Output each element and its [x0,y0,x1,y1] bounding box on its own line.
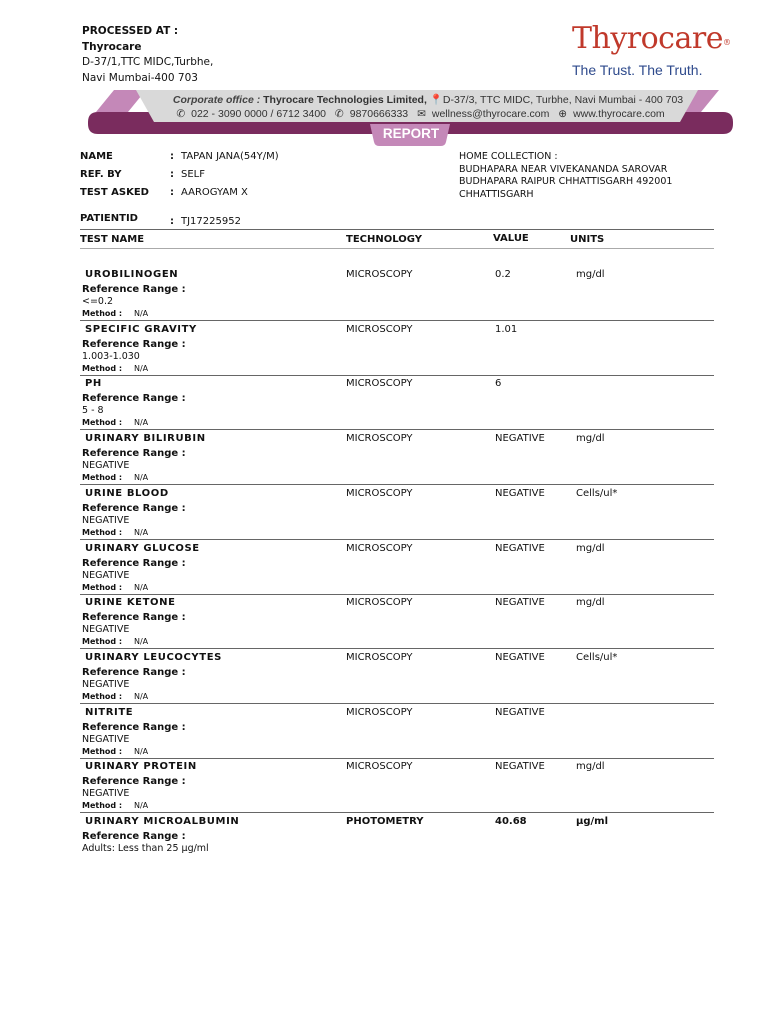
technology: MICROSCOPY [346,378,413,389]
col-header-value: VALUE [493,233,529,244]
reference-range-label: Reference Range : [82,722,186,733]
result-unit: mg/dl [576,269,605,280]
reference-range-label: Reference Range : [82,776,186,787]
name-label: NAME [80,151,113,162]
row-separator [80,320,714,321]
test-name: URINARY GLUCOSE [85,543,200,554]
method-value: N/A [134,473,149,482]
test-name: PH [85,378,102,389]
result-value: NEGATIVE [495,761,545,772]
table-row [0,269,768,323]
globe-icon: ⊕ [558,108,568,120]
method-label: Method : [82,692,123,701]
row-separator [80,539,714,540]
result-unit: mg/dl [576,597,605,608]
processing-lab-name: Thyrocare [82,40,142,53]
test-name: URINARY LEUCOCYTES [85,652,222,663]
company-name: Thyrocare Technologies Limited, [263,94,427,106]
method-label: Method : [82,473,123,482]
corporate-address: D-37/3, TTC MIDC, Turbhe, Navi Mumbai - 400 703 [442,94,684,106]
result-value: 6 [495,378,502,389]
processing-lab-address-line1: D-37/1,TTC MIDC,Turbhe, [82,56,214,68]
technology: MICROSCOPY [346,652,413,663]
technology: MICROSCOPY [346,543,413,554]
whatsapp-icon: ✆ [334,108,344,120]
reference-range-label: Reference Range : [82,667,186,678]
reference-range-value: 1.003-1.030 [82,351,140,362]
reference-range-label: Reference Range : [82,558,186,569]
logo-wordmark: Thyrocare [572,21,723,56]
corporate-office-label: Corporate office : [172,94,261,106]
test-name: UROBILINOGEN [85,269,179,280]
method-label: Method : [82,747,123,756]
corporate-banner [88,86,733,148]
home-collection-line3: CHHATTISGARH [459,188,534,200]
reference-range-value: NEGATIVE [82,460,130,471]
method-value: N/A [134,583,149,592]
table-row [0,488,768,542]
reference-range-label: Reference Range : [82,284,186,295]
reference-range-value: 5 - 8 [82,405,104,416]
row-separator [80,484,714,485]
ref-by-colon: : [170,169,174,180]
ref-by-label: REF. BY [80,169,122,180]
test-name: SPECIFIC GRAVITY [85,324,197,335]
technology: MICROSCOPY [346,433,413,444]
table-row [0,543,768,597]
phone-number: 022 - 3090 0000 / 6712 3400 [191,108,326,120]
technology: MICROSCOPY [346,707,413,718]
result-value: NEGATIVE [495,652,545,663]
table-row [0,324,768,378]
home-collection-label: HOME COLLECTION : [459,151,558,162]
logo-tagline: The Trust. The Truth. [572,62,703,78]
technology: MICROSCOPY [346,488,413,499]
processed-at-label: PROCESSED AT : [82,25,179,37]
table-row [0,707,768,761]
row-separator [80,758,714,759]
result-value: NEGATIVE [495,707,545,718]
processing-lab-address-line2: Navi Mumbai-400 703 [82,71,198,84]
table-row [0,378,768,432]
method-value: N/A [134,418,149,427]
contact-line [88,108,733,120]
reference-range-label: Reference Range : [82,448,186,459]
home-collection-line2: BUDHAPARA RAIPUR CHHATTISGARH 492001 [459,176,673,187]
patient-id-value: TJ17225952 [181,216,241,227]
result-unit: Cells/ul* [576,652,618,663]
method-label: Method : [82,364,123,373]
test-name: URINARY BILIRUBIN [85,433,206,444]
technology: PHOTOMETRY [346,816,424,827]
table-row [0,816,768,870]
method-value: N/A [134,801,149,810]
reference-range-label: Reference Range : [82,612,186,623]
name-colon: : [170,151,174,162]
col-header-units: UNITS [570,234,605,245]
method-value: N/A [134,747,149,756]
reference-range-label: Reference Range : [82,339,186,350]
email-address: wellness@thyrocare.com [431,108,550,120]
method-label: Method : [82,418,123,427]
result-value: NEGATIVE [495,597,545,608]
method-value: N/A [134,692,149,701]
reference-range-value: NEGATIVE [82,570,130,581]
reference-range-label: Reference Range : [82,393,186,404]
result-value: 40.68 [495,816,527,827]
patient-name: TAPAN JANA(54Y/M) [181,151,279,162]
method-value: N/A [134,364,149,373]
technology: MICROSCOPY [346,269,413,280]
table-row [0,652,768,706]
method-value: N/A [134,637,149,646]
test-asked-colon: : [170,187,174,198]
row-separator [80,429,714,430]
table-row [0,761,768,815]
test-name: URINARY PROTEIN [85,761,197,772]
test-asked-label: TEST ASKED [80,187,149,198]
result-unit: mg/dl [576,433,605,444]
technology: MICROSCOPY [346,761,413,772]
table-header-rule [80,248,714,249]
corporate-address-line [88,93,733,106]
result-unit: mg/dl [576,761,605,772]
reference-range-value: NEGATIVE [82,679,130,690]
patient-id-label: PATIENTID [80,213,138,224]
row-separator [80,648,714,649]
reference-range-value: NEGATIVE [82,515,130,526]
test-asked-value: AAROGYAM X [181,187,248,198]
thyrocare-logo [572,21,731,78]
row-separator [80,375,714,376]
email-icon: ✉ [417,108,426,120]
result-value: NEGATIVE [495,543,545,554]
method-label: Method : [82,309,123,318]
processed-at-block [82,24,213,86]
registered-mark: ® [722,38,731,47]
test-name: URINARY MICROALBUMIN [85,816,240,827]
method-label: Method : [82,637,123,646]
home-collection-block [459,151,672,201]
reference-range-label: Reference Range : [82,831,186,842]
row-separator [80,594,714,595]
method-label: Method : [82,583,123,592]
home-collection-line1: BUDHAPARA NEAR VIVEKANANDA SAROVAR [459,163,668,175]
row-separator [80,703,714,704]
reference-range-value: <=0.2 [82,296,114,307]
test-name: NITRITE [85,707,134,718]
col-header-test-name: TEST NAME [80,234,145,245]
patient-id-colon: : [170,216,174,227]
result-unit: µg/ml [576,816,609,827]
result-value: 1.01 [495,324,518,335]
reference-range-value: NEGATIVE [82,788,130,799]
table-row [0,597,768,651]
reference-range-value: Adults: Less than 25 µg/ml [82,843,209,854]
method-value: N/A [134,309,149,318]
col-header-technology: TECHNOLOGY [346,234,422,245]
phone-icon: ✆ [176,108,186,120]
table-top-rule [80,229,714,230]
result-value: NEGATIVE [495,433,545,444]
result-unit: mg/dl [576,543,605,554]
ref-by-value: SELF [181,169,205,180]
reference-range-value: NEGATIVE [82,734,130,745]
test-name: URINE BLOOD [85,488,169,499]
method-label: Method : [82,801,123,810]
technology: MICROSCOPY [346,597,413,608]
method-value: N/A [134,528,149,537]
location-pin-icon: 📍 [429,94,443,106]
technology: MICROSCOPY [346,324,413,335]
report-label: REPORT [382,126,440,141]
whatsapp-number: 9870666333 [349,108,409,120]
method-label: Method : [82,528,123,537]
test-name: URINE KETONE [85,597,176,608]
website: www.thyrocare.com [573,108,665,120]
result-unit: Cells/ul* [576,488,618,499]
reference-range-label: Reference Range : [82,503,186,514]
reference-range-value: NEGATIVE [82,624,130,635]
result-value: NEGATIVE [495,488,545,499]
result-value: 0.2 [495,269,511,280]
row-separator [80,812,714,813]
table-row [0,433,768,487]
